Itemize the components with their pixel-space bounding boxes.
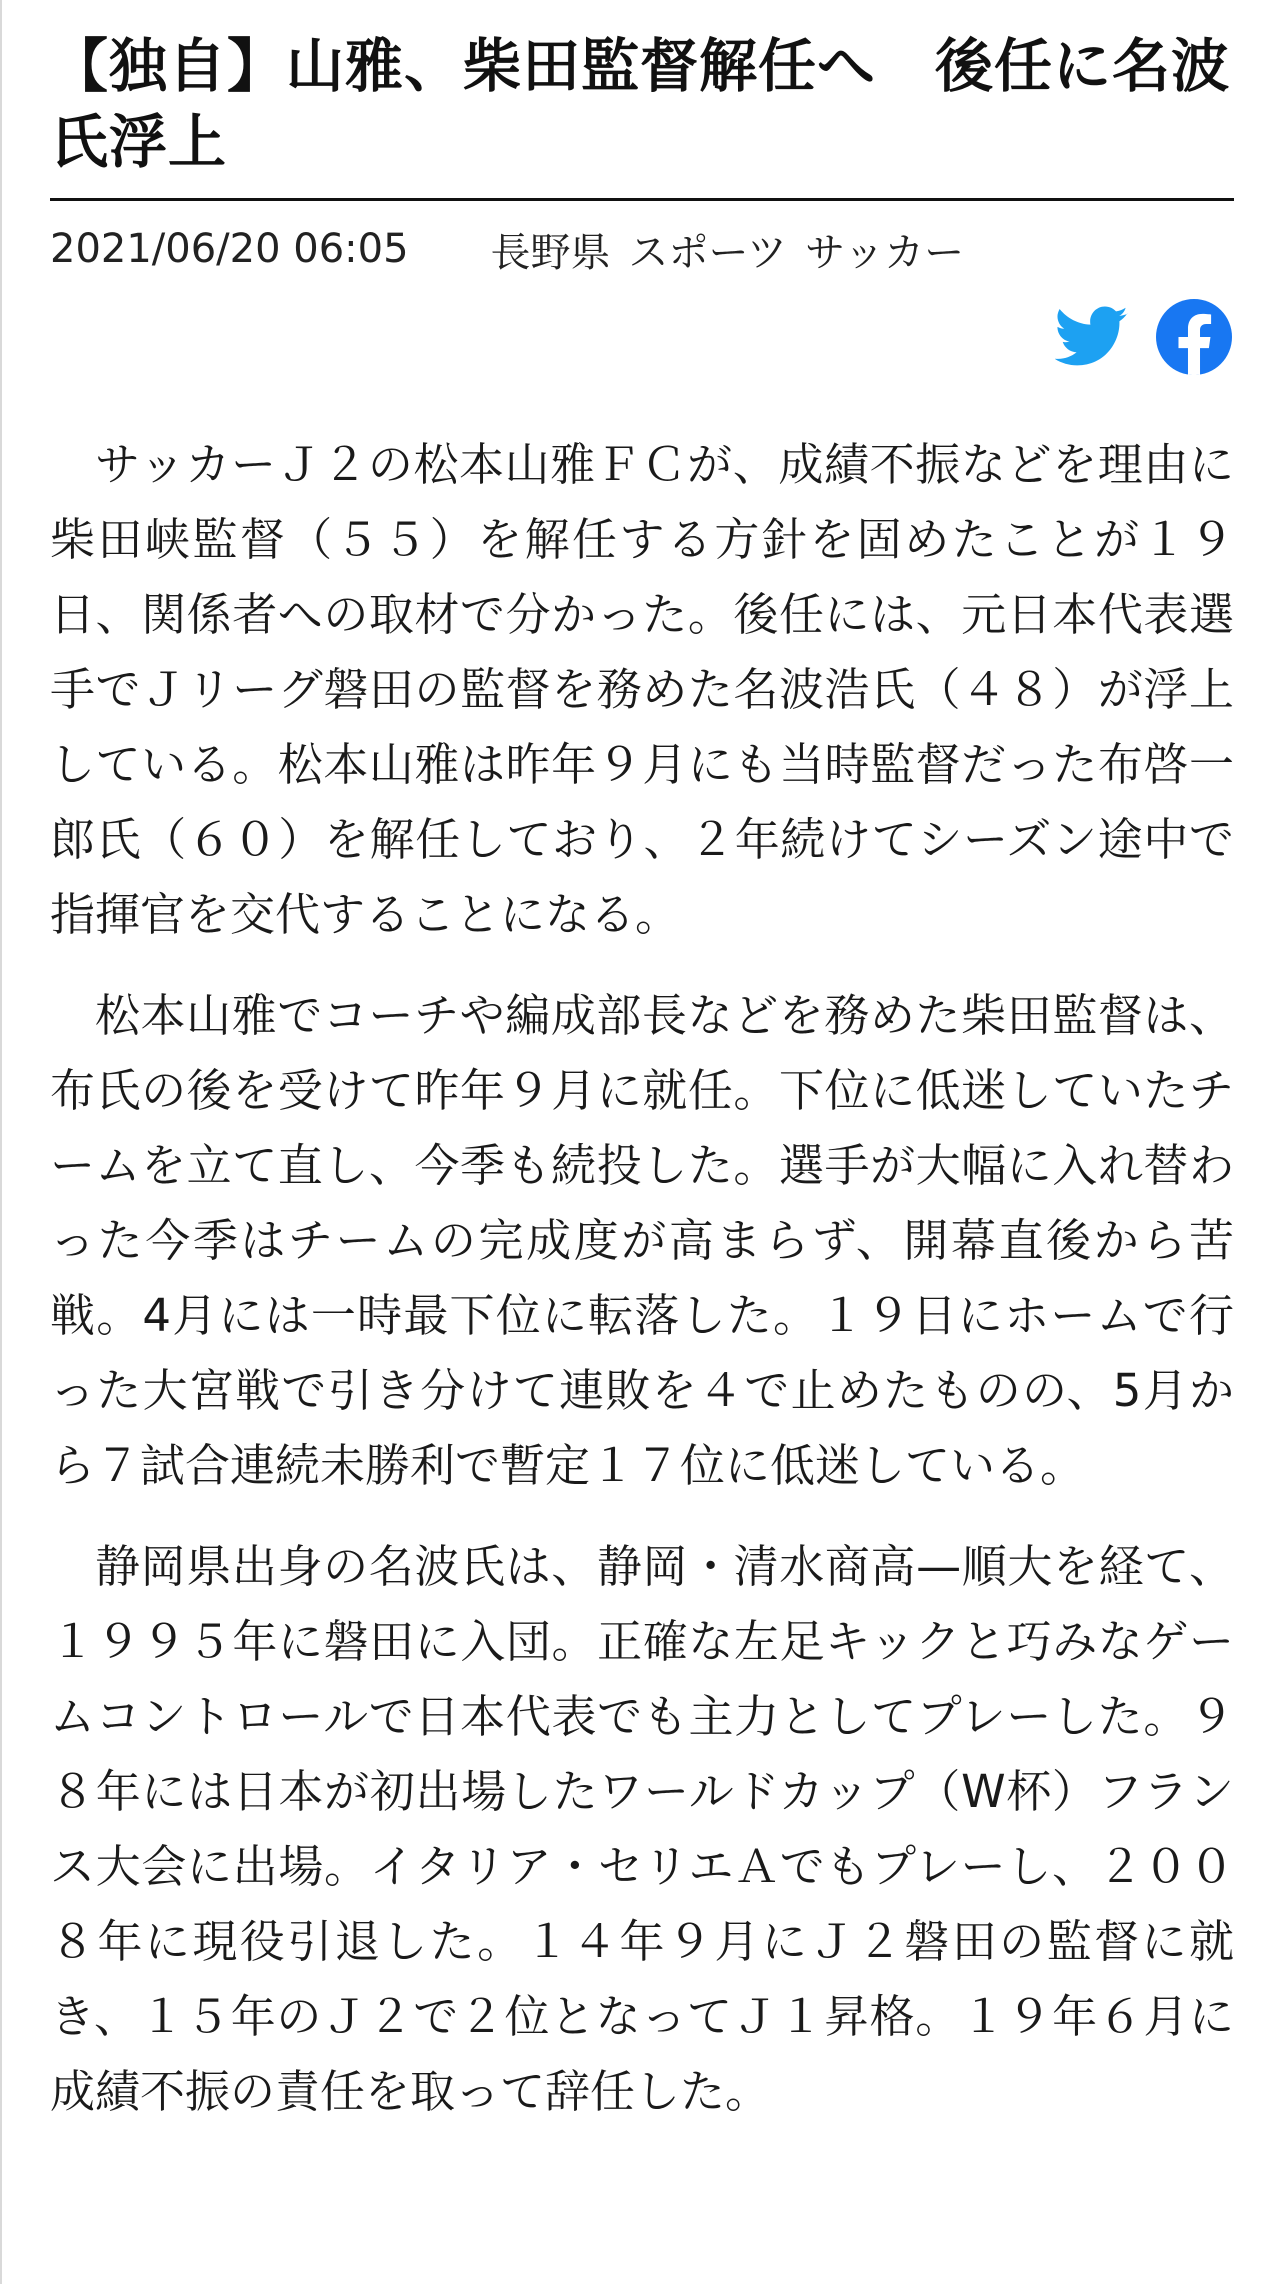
left-edge-divider: [0, 0, 2, 2284]
facebook-icon: [1156, 299, 1232, 375]
article-paragraph-1: サッカーＪ２の松本山雅ＦＣが、成績不振などを理由に柴田峡監督（５５）を解任する方針を固めたことが１９日、関係者への取材で分かった。後任には、元日本代表選手でＪリーグ磐田の監督を務めた名波浩氏（４８）が浮上している。松本山雅は昨年９月にも当時監督だった布啓一郎氏（６０）を解任しており、２年続けてシーズン途中で指揮官を交代することになる。: [50, 438, 1234, 941]
tag-soccer[interactable]: サッカー: [804, 229, 965, 276]
article-body: [50, 427, 1234, 2129]
article-headline: 【独自】山雅、柴田監督解任へ 後任に名波氏浮上: [50, 0, 1234, 201]
tag-prefecture[interactable]: 長野県: [490, 229, 611, 276]
category-tags: [491, 221, 983, 278]
twitter-share-button[interactable]: [1052, 297, 1132, 377]
article-meta: [50, 221, 1234, 277]
publish-date: 2021/06/20 06:05: [50, 226, 409, 272]
article-paragraph-3: 静岡県出身の名波氏は、静岡・清水商高—順大を経て、１９９５年に磐田に入団。正確な左足キックと巧みなゲームコントロールで日本代表でも主力としてプレーした。９８年には日本が初出場したワールドカップ（W杯）フランス大会に出場。イタリア・セリエＡでもプレーし、２００８年に現役引退した。１４年９月にＪ２磐田の監督に就き、１５年のＪ２で２位となってＪ１昇格。１９年６月に成績不振の責任を取って辞任した。: [50, 1540, 1234, 2118]
facebook-share-button[interactable]: [1154, 297, 1234, 377]
share-bar: [50, 297, 1234, 377]
article-paragraph-2: 松本山雅でコーチや編成部長などを務めた柴田監督は、布氏の後を受けて昨年９月に就任。下位に低迷していたチームを立て直し、今季も続投した。選手が大幅に入れ替わった今季はチームの完成度が高まらず、開幕直後から苦戦。4月には一時最下位に転落した。１９日にホームで行った大宮戦で引き分けて連敗を４で止めたものの、5月から７試合連続未勝利で暫定１７位に低迷している。: [50, 989, 1234, 1492]
tag-sports[interactable]: スポーツ: [628, 229, 787, 276]
twitter-icon: [1055, 306, 1129, 368]
